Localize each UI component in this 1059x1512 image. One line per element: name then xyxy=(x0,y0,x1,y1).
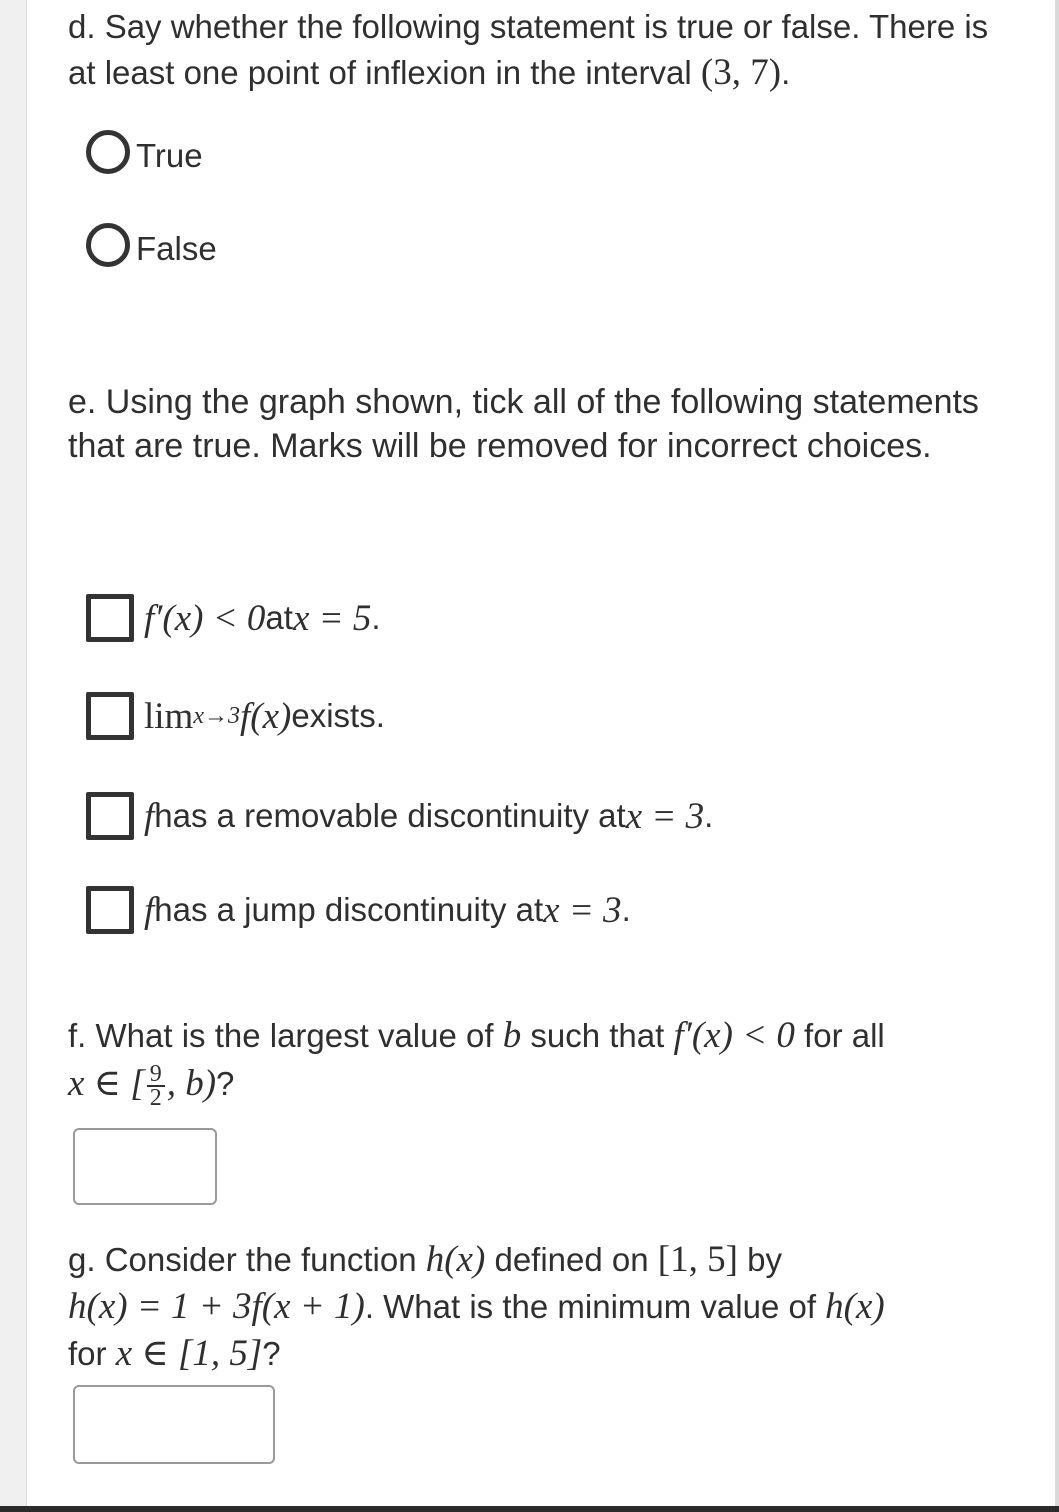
checkbox-1-end: . xyxy=(371,599,381,636)
checkbox-2-lim-sub: x→3 xyxy=(193,702,240,729)
checkbox-1-math-b: x = 5 xyxy=(292,597,372,639)
question-f-frac-den: 2 xyxy=(149,1085,162,1112)
checkbox-2-text: exists. xyxy=(291,697,385,734)
checkbox-3-end: . xyxy=(704,797,714,834)
question-f-fraction xyxy=(147,1061,165,1112)
checkbox-2[interactable] xyxy=(86,692,134,740)
question-g-domain: [1, 5] xyxy=(657,1239,738,1280)
question-f-prompt xyxy=(68,1012,1008,1112)
radio-button-false[interactable] xyxy=(86,223,130,267)
checkbox-1[interactable] xyxy=(86,594,134,642)
question-g-set: x ∈ [1, 5] xyxy=(115,1333,263,1374)
checkbox-3[interactable] xyxy=(86,792,134,840)
question-g-qmark: ? xyxy=(262,1335,281,1372)
checkbox-4-end: . xyxy=(621,891,631,928)
answer-input-g[interactable] xyxy=(73,1385,275,1464)
question-f-frac-num: 9 xyxy=(147,1063,165,1087)
checkbox-option-3[interactable] xyxy=(86,788,713,844)
question-g-text-2: defined on xyxy=(485,1241,658,1278)
checkbox-4-math-a: f xyxy=(144,889,155,931)
checkbox-2-lim: lim xyxy=(144,695,194,737)
checkbox-option-4[interactable] xyxy=(86,882,631,938)
question-d-text: d. Say whether the following statement is true or false. There is at least one point of inflexion in the interval xyxy=(68,8,989,91)
question-g-text-3: by xyxy=(737,1241,782,1278)
question-f-set-end: , b) xyxy=(166,1063,217,1104)
question-e-prompt: e. Using the graph shown, tick all of the following statements that are true. Marks will be removed for incorrect choices. xyxy=(68,383,979,465)
question-f-text-1: f. What is the largest value of xyxy=(68,1017,503,1054)
checkbox-2-math: f(x) xyxy=(240,695,292,737)
checkbox-3-text: has a removable discontinuity at xyxy=(154,797,626,834)
answer-input-f[interactable] xyxy=(73,1128,217,1205)
checkbox-3-math-a: f xyxy=(144,795,155,837)
question-f-set-start: x ∈ [ xyxy=(68,1063,145,1104)
checkbox-4-text: has a jump discontinuity at xyxy=(154,891,544,928)
checkbox-option-1[interactable] xyxy=(86,590,381,646)
question-g-hx-2: h(x) xyxy=(825,1286,885,1327)
question-g-text-1: g. Consider the function xyxy=(68,1241,426,1278)
question-f-condition: f′(x) < 0 xyxy=(673,1015,795,1056)
checkbox-1-text: at xyxy=(265,599,293,636)
checkbox-4[interactable] xyxy=(86,886,134,934)
radio-option-false[interactable] xyxy=(86,221,217,277)
question-g-prompt xyxy=(68,1236,1008,1377)
question-d-period: . xyxy=(781,54,791,91)
question-g-formula: h(x) = 1 + 3f(x + 1) xyxy=(68,1286,365,1327)
checkbox-option-2[interactable] xyxy=(86,688,385,744)
question-g-text-4: . What is the minimum value of xyxy=(364,1288,826,1325)
question-d-interval: (3, 7) xyxy=(700,52,782,93)
radio-button-true[interactable] xyxy=(86,130,130,174)
question-d-prompt xyxy=(68,4,1008,96)
checkbox-1-math-a: f′(x) < 0 xyxy=(144,597,266,639)
question-f-text-3: for all xyxy=(794,1017,885,1054)
question-g-text-5: for xyxy=(68,1335,116,1372)
bottom-toolbar-edge xyxy=(0,1506,1059,1512)
question-f-b: b xyxy=(502,1015,522,1056)
radio-label-false: False xyxy=(136,230,217,267)
checkbox-3-math-b: x = 3 xyxy=(625,795,705,837)
radio-label-true: True xyxy=(136,137,203,174)
left-margin-rail xyxy=(0,0,27,1512)
checkbox-4-math-b: x = 3 xyxy=(543,889,622,931)
question-f-qmark: ? xyxy=(216,1065,235,1102)
question-f-text-2: such that xyxy=(521,1017,674,1054)
scrollbar-track[interactable] xyxy=(1055,0,1059,1512)
radio-option-true[interactable] xyxy=(86,128,203,184)
question-g-hx: h(x) xyxy=(425,1239,486,1280)
